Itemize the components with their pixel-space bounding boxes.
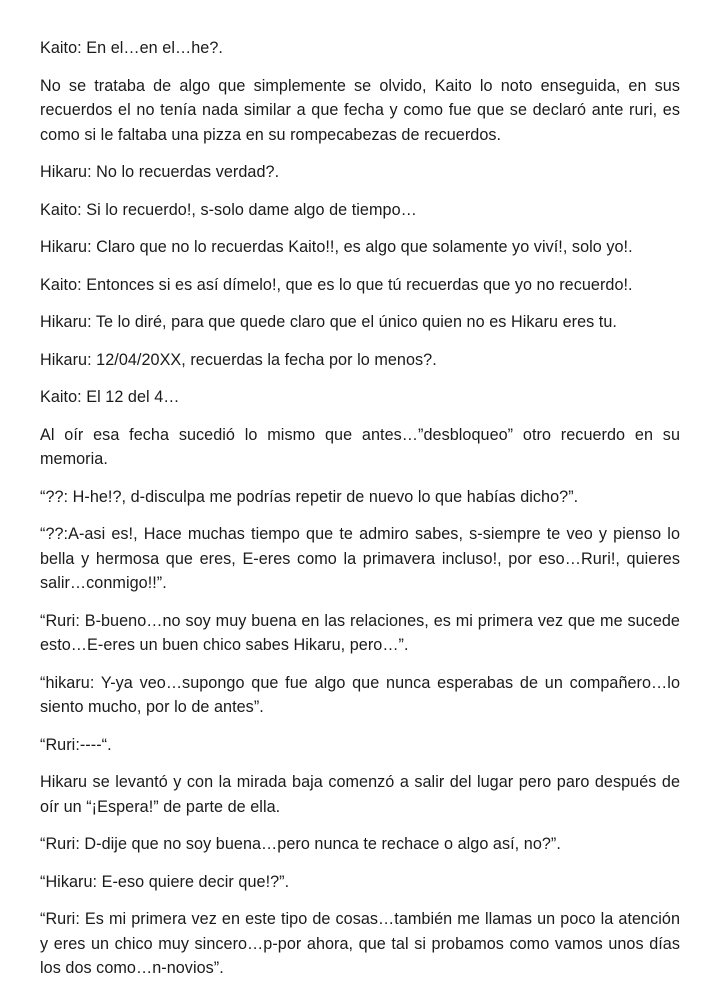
paragraph-2: No se trataba de algo que simplemente se olvido, Kaito lo noto enseguida, en sus recuerdos el no tenía nada similar a que fecha y como fue que se declaró ante ruri, es como si le faltaba una pizza en su rompecabezas de recuerdos. (40, 76, 680, 144)
paragraph-1: Kaito: En el…en el…he?. (40, 39, 223, 57)
paragraph-16: Hikaru se levantó y con la mirada baja comenzó a salir del lugar pero paro después de oír un “¡Espera!” de parte de ella. (40, 773, 680, 816)
paragraph-11: “??: H-he!?, d-disculpa me podrías repetir de nuevo lo que habías dicho?”. (40, 487, 579, 506)
paragraph-6: Kaito: Entonces si es así dímelo!, que es lo que tú recuerdas que yo no recuerdo!. (40, 275, 633, 294)
paragraph-4: Kaito: Si lo recuerdo!, s-solo dame algo de tiempo… (40, 200, 417, 219)
paragraph-14: “hikaru: Y-ya veo…supongo que fue algo que nunca esperabas de un compañero…lo siento mucho, por lo de antes”. (40, 673, 680, 716)
paragraph-10: Al oír esa fecha sucedió lo mismo que antes…”desbloqueo” otro recuerdo en su memoria. (40, 425, 680, 468)
paragraph-18: “Hikaru: E-eso quiere decir que!?”. (40, 872, 290, 891)
paragraph-9: Kaito: El 12 del 4… (40, 388, 180, 406)
paragraph-8: Hikaru: 12/04/20XX, recuerdas la fecha por lo menos?. (40, 350, 437, 369)
paragraph-3: Hikaru: No lo recuerdas verdad?. (40, 163, 280, 181)
paragraph-5: Hikaru: Claro que no lo recuerdas Kaito!!, es algo que solamente yo viví!, solo yo!. (40, 238, 633, 256)
paragraph-15: “Ruri:----“. (40, 735, 112, 754)
paragraph-13: “Ruri: B-bueno…no soy muy buena en las relaciones, es mi primera vez que me sucede esto…E-eres un buen chico sabes Hikaru, pero…”. (40, 611, 680, 654)
paragraph-7: Hikaru: Te lo diré, para que quede claro que el único quien no es Hikaru eres tu. (40, 313, 617, 331)
paragraph-19: “Ruri: Es mi primera vez en este tipo de cosas…también me llamas un poco la atención y eres un chico muy sincero…p-por ahora, que tal si probamos como vamos unos días los dos como…n-novios”. (40, 910, 680, 977)
paragraph-12: “??:A-asi es!, Hace muchas tiempo que te admiro sabes, s-siempre te veo y pienso lo bella y hermosa que eres, E-eres como la primavera incluso!, por eso…Ruri!, quieres salir…conmigo!!”. (40, 525, 680, 592)
paragraph-17: “Ruri: D-dije que no soy buena…pero nunca te rechace o algo así, no?”. (40, 835, 561, 853)
